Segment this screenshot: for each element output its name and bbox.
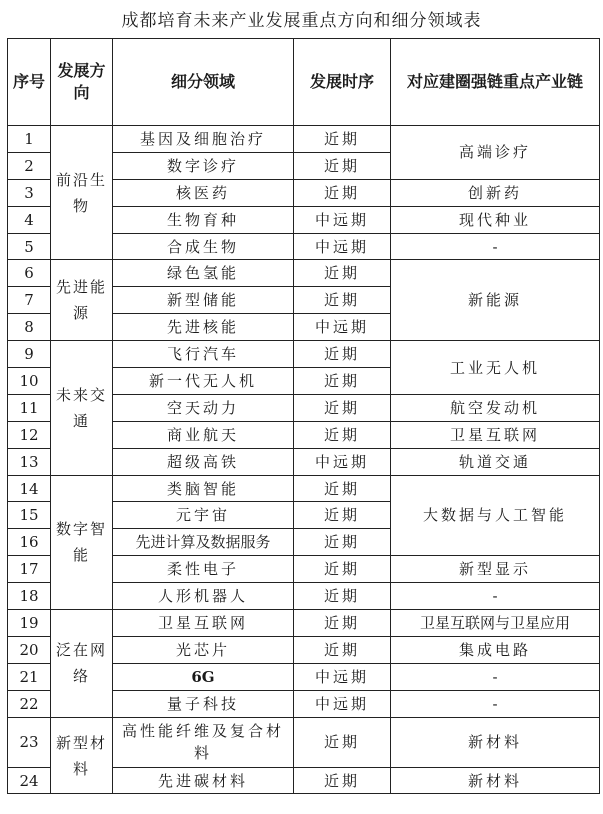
seq-cell: 18: [8, 583, 51, 610]
seq-cell: 5: [8, 233, 51, 260]
seq-cell: 11: [8, 394, 51, 421]
seq-cell: 8: [8, 314, 51, 341]
field-cell: 先进计算及数据服务: [113, 529, 294, 556]
timing-cell: 近期: [294, 341, 391, 368]
direction-cell: 前沿生物: [51, 126, 113, 260]
direction-cell: 数字智能: [51, 475, 113, 609]
timing-cell: 近期: [294, 767, 391, 794]
seq-cell: 10: [8, 368, 51, 395]
page-title: 成都培育未来产业发展重点方向和细分领域表: [121, 11, 482, 31]
chain-cell: 卫星互联网与卫星应用: [391, 610, 600, 637]
seq-cell: 6: [8, 260, 51, 287]
field-cell: 合成生物: [113, 233, 294, 260]
chain-cell: 工业无人机: [391, 341, 600, 395]
timing-cell: 近期: [294, 421, 391, 448]
field-cell: 飞行汽车: [113, 341, 294, 368]
timing-cell: 近期: [294, 529, 391, 556]
chain-cell: -: [391, 233, 600, 260]
field-cell: 数字诊疗: [113, 152, 294, 179]
timing-cell: 近期: [294, 394, 391, 421]
field-cell: 先进核能: [113, 314, 294, 341]
chain-cell: 新型显示: [391, 556, 600, 583]
chain-cell: 现代种业: [391, 206, 600, 233]
table-row: [8, 610, 600, 637]
direction-cell: 先进能源: [51, 260, 113, 341]
field-cell: 新型储能: [113, 287, 294, 314]
chain-cell: -: [391, 583, 600, 610]
timing-cell: 近期: [294, 260, 391, 287]
table-row: [8, 475, 600, 502]
seq-cell: 22: [8, 690, 51, 717]
header-timing: 发展时序: [294, 39, 391, 126]
field-cell: 卫星互联网: [113, 610, 294, 637]
industry-table: [7, 38, 600, 794]
seq-cell: 12: [8, 421, 51, 448]
timing-cell: 近期: [294, 126, 391, 153]
seq-cell: 9: [8, 341, 51, 368]
seq-cell: 24: [8, 767, 51, 794]
chain-cell: 卫星互联网: [391, 421, 600, 448]
chain-cell: 大数据与人工智能: [391, 475, 600, 556]
field-cell: 商业航天: [113, 421, 294, 448]
timing-cell: 近期: [294, 717, 391, 767]
field-cell: 新一代无人机: [113, 368, 294, 395]
timing-cell: 近期: [294, 556, 391, 583]
seq-cell: 1: [8, 126, 51, 153]
seq-cell: 4: [8, 206, 51, 233]
seq-cell: 2: [8, 152, 51, 179]
field-cell: 生物育种: [113, 206, 294, 233]
seq-cell: 23: [8, 717, 51, 767]
chain-cell: 新能源: [391, 260, 600, 341]
timing-cell: 近期: [294, 636, 391, 663]
field-cell: 超级高铁: [113, 448, 294, 475]
field-cell: 元宇宙: [113, 502, 294, 529]
field-cell: 柔性电子: [113, 556, 294, 583]
direction-cell: 泛在网络: [51, 610, 113, 718]
field-cell: 先进碳材料: [113, 767, 294, 794]
timing-cell: 近期: [294, 287, 391, 314]
seq-cell: 14: [8, 475, 51, 502]
timing-cell: 近期: [294, 610, 391, 637]
seq-cell: 17: [8, 556, 51, 583]
header-seq: 序号: [8, 39, 51, 126]
timing-cell: 中远期: [294, 206, 391, 233]
field-cell: 6G: [113, 663, 294, 690]
chain-cell: 航空发动机: [391, 394, 600, 421]
table-row: [8, 260, 600, 287]
seq-cell: 13: [8, 448, 51, 475]
chain-cell: 集成电路: [391, 636, 600, 663]
seq-cell: 16: [8, 529, 51, 556]
table-header-row: [8, 39, 600, 126]
seq-cell: 7: [8, 287, 51, 314]
field-cell: 类脑智能: [113, 475, 294, 502]
chain-cell: -: [391, 690, 600, 717]
table-row: [8, 341, 600, 368]
timing-cell: 中远期: [294, 663, 391, 690]
timing-cell: 近期: [294, 502, 391, 529]
field-cell: 量子科技: [113, 690, 294, 717]
chain-cell: 轨道交通: [391, 448, 600, 475]
field-cell: 绿色氢能: [113, 260, 294, 287]
timing-cell: 中远期: [294, 448, 391, 475]
timing-cell: 中远期: [294, 314, 391, 341]
timing-cell: 近期: [294, 152, 391, 179]
header-direction: 发展方向: [51, 39, 113, 126]
seq-cell: 20: [8, 636, 51, 663]
header-field: 细分领域: [113, 39, 294, 126]
seq-cell: 3: [8, 179, 51, 206]
chain-cell: 高端诊疗: [391, 126, 600, 180]
timing-cell: 中远期: [294, 233, 391, 260]
seq-cell: 19: [8, 610, 51, 637]
field-cell: 基因及细胞治疗: [113, 126, 294, 153]
direction-cell: 新型材料: [51, 717, 113, 794]
field-cell: 空天动力: [113, 394, 294, 421]
direction-cell: 未来交通: [51, 341, 113, 475]
chain-cell: 新材料: [391, 767, 600, 794]
seq-cell: 21: [8, 663, 51, 690]
field-cell: 光芯片: [113, 636, 294, 663]
field-cell: 核医药: [113, 179, 294, 206]
chain-cell: 新材料: [391, 717, 600, 767]
timing-cell: 近期: [294, 179, 391, 206]
table-row: [8, 126, 600, 153]
timing-cell: 中远期: [294, 690, 391, 717]
header-chain: 对应建圈强链重点产业链: [391, 39, 600, 126]
table-row: [8, 717, 600, 767]
timing-cell: 近期: [294, 475, 391, 502]
field-cell: 高性能纤维及复合材料: [113, 717, 294, 767]
field-cell: 人形机器人: [113, 583, 294, 610]
timing-cell: 近期: [294, 368, 391, 395]
chain-cell: 创新药: [391, 179, 600, 206]
seq-cell: 15: [8, 502, 51, 529]
chain-cell: -: [391, 663, 600, 690]
timing-cell: 近期: [294, 583, 391, 610]
